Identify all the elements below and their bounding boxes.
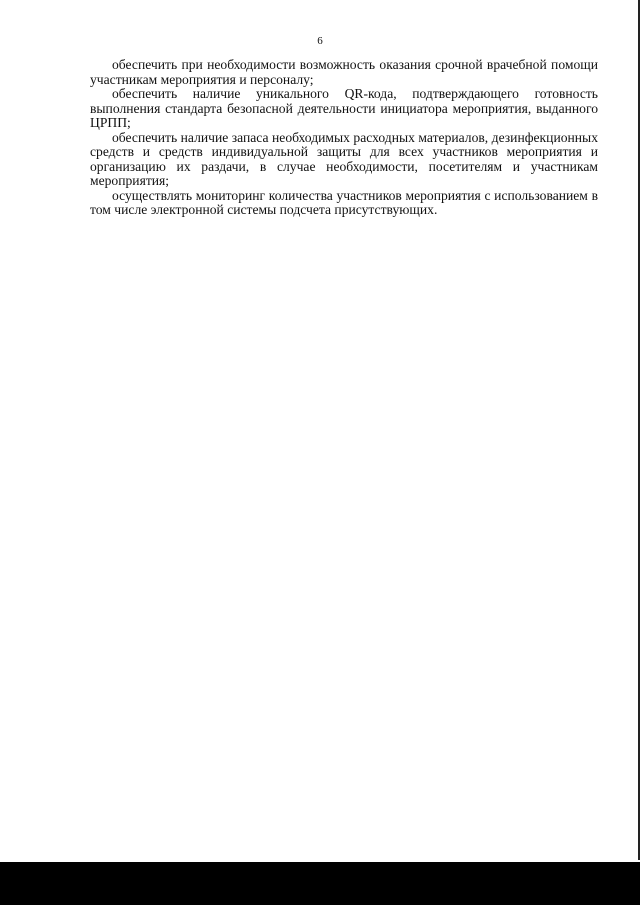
scan-bottom-border [0, 862, 640, 905]
paragraph-qr-code: обеспечить наличие уникального QR-кода, подтверждающего готовность выполнения стандарта безопасной деятельности инициатора мероприятия, выданного ЦРПП; [90, 86, 598, 130]
paragraph-medical-help: обеспечить при необходимости возможность оказания срочной врачебной помощи участникам мероприятия и персоналу; [90, 57, 598, 87]
document-body [90, 58, 598, 218]
page-number: 6 [317, 35, 323, 47]
paragraph-monitoring: осуществлять мониторинг количества участников мероприятия с использованием в том числе электронной системы подсчета присутствующих. [90, 187, 598, 217]
paragraph-supplies: обеспечить наличие запаса необходимых расходных материалов, дезинфекционных средств и средств индивидуальной защиты для всех участников мероприятия и организацию их раздачи, в случае необходимости, посетителям и участникам мероприятия; [90, 129, 598, 188]
